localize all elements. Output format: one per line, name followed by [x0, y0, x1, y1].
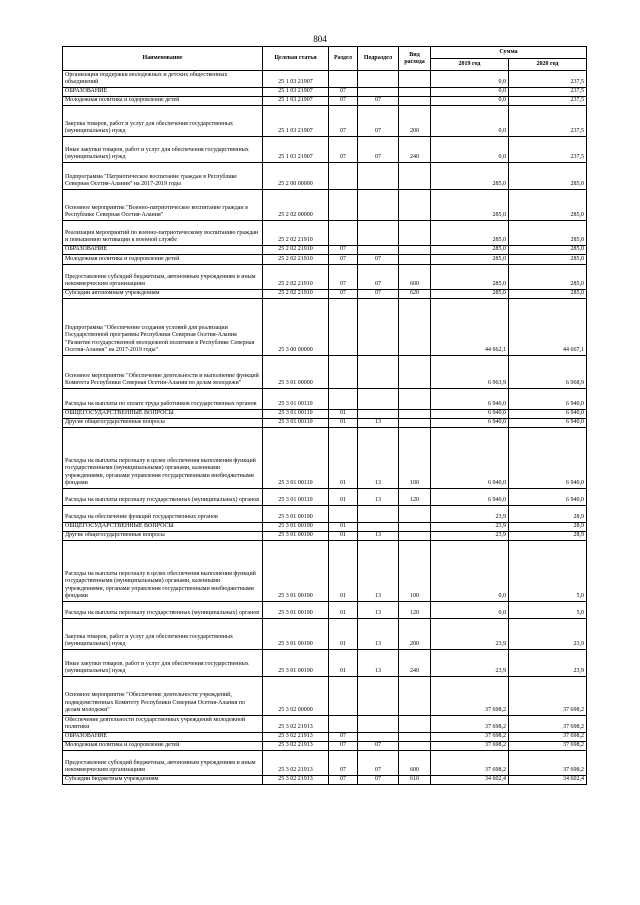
cell-sum-2019: 23,9: [431, 619, 509, 650]
cell-section: [329, 71, 358, 88]
cell-subsection: [358, 221, 399, 246]
cell-expense-type: 120: [399, 489, 431, 506]
table-row: [63, 776, 587, 785]
cell-name: Другие общегосударственные вопросы: [63, 419, 263, 428]
cell-sum-2020: 37 698,2: [509, 733, 587, 742]
cell-name: Иные закупки товаров, работ и услуг для обеспечения государственных (муниципальных) нужд: [63, 650, 263, 677]
cell-target: 25 2 02 21910: [263, 255, 329, 265]
cell-expense-type: [399, 506, 431, 523]
cell-name: Обеспечение деятельности государственных учреждений молодежной политики: [63, 716, 263, 733]
cell-expense-type: [399, 246, 431, 255]
cell-sum-2020: 37 698,2: [509, 751, 587, 776]
cell-sum-2019: 0,0: [431, 541, 509, 602]
table-row: [63, 619, 587, 650]
table-row: [63, 97, 587, 106]
cell-expense-type: [399, 716, 431, 733]
cell-section: [329, 163, 358, 190]
header-name: Наименование: [63, 47, 263, 71]
cell-sum-2020: 237,5: [509, 97, 587, 106]
cell-name: Молодежная политика и оздоровление детей: [63, 97, 263, 106]
cell-subsection: 13: [358, 619, 399, 650]
cell-sum-2020: 6 940,0: [509, 489, 587, 506]
cell-name: Подпрограмма "Патриотическое воспитание граждан в Республике Северная Осетия-Алания" на 2017-2019 годы: [63, 163, 263, 190]
cell-expense-type: 240: [399, 650, 431, 677]
cell-expense-type: 620: [399, 290, 431, 299]
cell-section: 07: [329, 106, 358, 137]
cell-section: [329, 190, 358, 221]
cell-name: Предоставление субсидий бюджетным, автономным учреждениям и иным некоммерческим организациям: [63, 265, 263, 290]
cell-subsection: 13: [358, 419, 399, 428]
cell-subsection: 07: [358, 106, 399, 137]
cell-sum-2020: 37 698,2: [509, 742, 587, 751]
table-row: [63, 137, 587, 163]
cell-sum-2019: 285,0: [431, 221, 509, 246]
header-section: Раздел: [329, 47, 358, 71]
cell-expense-type: [399, 255, 431, 265]
cell-sum-2020: 237,5: [509, 88, 587, 97]
cell-sum-2020: 285,0: [509, 255, 587, 265]
cell-section: 07: [329, 776, 358, 785]
cell-section: 07: [329, 88, 358, 97]
cell-target: 25 1 03 21907: [263, 106, 329, 137]
header-year-2019: 2019 год: [431, 59, 509, 71]
cell-subsection: 07: [358, 751, 399, 776]
cell-sum-2019: 285,0: [431, 190, 509, 221]
cell-sum-2019: 6 940,0: [431, 428, 509, 489]
cell-name: ОБРАЗОВАНИЕ: [63, 88, 263, 97]
cell-sum-2019: 37 698,2: [431, 716, 509, 733]
cell-name: ОБРАЗОВАНИЕ: [63, 246, 263, 255]
cell-subsection: [358, 246, 399, 255]
cell-target: 25 3 01 00110: [263, 389, 329, 410]
cell-subsection: 13: [358, 650, 399, 677]
cell-name: Основное мероприятие "Обеспечение деятельности и выполнение функций Комитета Республики Северная Осетия-Алания по делам молодежи": [63, 356, 263, 389]
table-row: [63, 742, 587, 751]
cell-sum-2019: 0,0: [431, 71, 509, 88]
cell-expense-type: [399, 389, 431, 410]
cell-subsection: 07: [358, 265, 399, 290]
cell-target: 25 3 02 21913: [263, 751, 329, 776]
cell-section: 01: [329, 428, 358, 489]
table-row: [63, 677, 587, 716]
cell-name: Основное мероприятие "Военно-патриотическое воспитание граждан в Республике Северная Осетия-Алания": [63, 190, 263, 221]
cell-sum-2019: 6 940,0: [431, 419, 509, 428]
cell-name: Молодежная политика и оздоровление детей: [63, 742, 263, 751]
cell-subsection: 07: [358, 290, 399, 299]
cell-target: 25 3 01 00190: [263, 541, 329, 602]
cell-section: 07: [329, 265, 358, 290]
cell-subsection: [358, 389, 399, 410]
cell-sum-2019: 23,9: [431, 506, 509, 523]
table-body: [63, 71, 587, 785]
cell-subsection: [358, 677, 399, 716]
cell-expense-type: [399, 71, 431, 88]
cell-sum-2020: 23,9: [509, 650, 587, 677]
cell-subsection: 13: [358, 489, 399, 506]
table-row: [63, 523, 587, 532]
cell-sum-2020: 5,0: [509, 602, 587, 619]
cell-target: 25 2 02 00000: [263, 190, 329, 221]
cell-expense-type: [399, 532, 431, 541]
cell-expense-type: [399, 742, 431, 751]
cell-expense-type: [399, 356, 431, 389]
cell-sum-2019: 285,0: [431, 246, 509, 255]
cell-expense-type: 600: [399, 751, 431, 776]
table-row: [63, 71, 587, 88]
header-target: Целевая статья: [263, 47, 329, 71]
cell-target: 25 3 01 00190: [263, 523, 329, 532]
cell-target: 25 1 03 21907: [263, 97, 329, 106]
cell-target: 25 3 01 00190: [263, 650, 329, 677]
cell-name: Основное мероприятие "Обеспечение деятельности учреждений, подведомственных Комитету Республики Северная Осетия-Алания по делам молодежи": [63, 677, 263, 716]
cell-expense-type: [399, 677, 431, 716]
cell-sum-2020: 285,0: [509, 190, 587, 221]
cell-sum-2019: 0,0: [431, 88, 509, 97]
cell-name: Подпрограмма "Обеспечение создания условий для реализации Государственной программы Республики Северная Осетия-Алания "Развитие государственной молодежной политики в Республике Северная Осетия-Алания" на 2017-2019 годы": [63, 299, 263, 356]
cell-expense-type: 120: [399, 602, 431, 619]
cell-name: Расходы на выплаты по оплате труда работников государственных органов: [63, 389, 263, 410]
cell-sum-2020: 5,0: [509, 541, 587, 602]
cell-expense-type: [399, 299, 431, 356]
cell-target: 25 3 02 21913: [263, 742, 329, 751]
cell-target: 25 3 01 00110: [263, 489, 329, 506]
cell-target: 25 3 01 00110: [263, 410, 329, 419]
cell-subsection: [358, 356, 399, 389]
cell-subsection: [358, 733, 399, 742]
cell-section: 07: [329, 137, 358, 163]
cell-target: 25 2 02 21910: [263, 265, 329, 290]
cell-sum-2019: 0,0: [431, 106, 509, 137]
table-row: [63, 88, 587, 97]
cell-sum-2020: 285,0: [509, 163, 587, 190]
cell-section: 01: [329, 410, 358, 419]
cell-subsection: 07: [358, 255, 399, 265]
cell-name: Предоставление субсидий бюджетным, автономным учреждениям и иным некоммерческим организациям: [63, 751, 263, 776]
cell-sum-2020: 44 667,1: [509, 299, 587, 356]
cell-subsection: [358, 410, 399, 419]
cell-sum-2019: 6 940,0: [431, 410, 509, 419]
cell-expense-type: 610: [399, 776, 431, 785]
cell-subsection: [358, 299, 399, 356]
table-row: [63, 506, 587, 523]
table-row: [63, 489, 587, 506]
cell-sum-2019: 6 940,0: [431, 489, 509, 506]
header-year-2020: 2020 год: [509, 59, 587, 71]
cell-target: 25 2 02 21910: [263, 221, 329, 246]
cell-expense-type: [399, 733, 431, 742]
cell-target: 25 3 02 21913: [263, 716, 329, 733]
cell-sum-2020: 37 698,2: [509, 677, 587, 716]
table-row: [63, 190, 587, 221]
cell-subsection: 13: [358, 541, 399, 602]
cell-sum-2019: 0,0: [431, 97, 509, 106]
cell-sum-2019: 285,0: [431, 255, 509, 265]
cell-name: Реализация мероприятий по военно-патриотическому воспитанию граждан и повышению мотивации к военной службе: [63, 221, 263, 246]
cell-target: 25 3 00 00000: [263, 299, 329, 356]
cell-subsection: 07: [358, 742, 399, 751]
cell-expense-type: 200: [399, 106, 431, 137]
cell-section: 07: [329, 97, 358, 106]
cell-sum-2020: 34 602,4: [509, 776, 587, 785]
table-row: [63, 650, 587, 677]
cell-sum-2019: 37 698,2: [431, 751, 509, 776]
cell-sum-2019: 37 698,2: [431, 677, 509, 716]
table-row: [63, 532, 587, 541]
cell-section: [329, 389, 358, 410]
table-row: [63, 290, 587, 299]
cell-expense-type: [399, 410, 431, 419]
cell-sum-2019: 285,0: [431, 290, 509, 299]
header-sum: Сумма: [431, 47, 587, 59]
cell-target: 25 2 00 00000: [263, 163, 329, 190]
cell-subsection: [358, 190, 399, 221]
table-row: [63, 751, 587, 776]
cell-subsection: [358, 88, 399, 97]
cell-target: 25 3 02 21913: [263, 776, 329, 785]
cell-sum-2020: 285,0: [509, 246, 587, 255]
cell-section: 01: [329, 419, 358, 428]
cell-sum-2020: 6 940,0: [509, 419, 587, 428]
cell-target: 25 3 01 00110: [263, 428, 329, 489]
cell-section: [329, 221, 358, 246]
cell-expense-type: 100: [399, 541, 431, 602]
cell-expense-type: 200: [399, 619, 431, 650]
cell-target: 25 3 02 21913: [263, 733, 329, 742]
table-row: [63, 428, 587, 489]
cell-sum-2019: 0,0: [431, 137, 509, 163]
cell-subsection: [358, 523, 399, 532]
cell-target: 25 3 01 00190: [263, 506, 329, 523]
cell-name: Расходы на выплаты персоналу государственных (муниципальных) органов: [63, 489, 263, 506]
cell-name: ОБЩЕГОСУДАРСТВЕННЫЕ ВОПРОСЫ: [63, 410, 263, 419]
cell-name: Расходы на выплаты персоналу в целях обеспечения выполнения функций государственными (муниципальными) органами, казенными учреждениями, органами управления государственными внебюджетными фондами: [63, 428, 263, 489]
table-row: [63, 255, 587, 265]
cell-target: 25 1 03 21907: [263, 71, 329, 88]
cell-subsection: [358, 71, 399, 88]
cell-sum-2020: 37 698,2: [509, 716, 587, 733]
cell-sum-2019: 44 662,1: [431, 299, 509, 356]
cell-target: 25 3 02 00000: [263, 677, 329, 716]
cell-section: 07: [329, 751, 358, 776]
cell-sum-2020: 285,0: [509, 221, 587, 246]
table-header-row: [63, 47, 587, 59]
cell-subsection: [358, 506, 399, 523]
cell-expense-type: [399, 190, 431, 221]
cell-sum-2020: 28,9: [509, 523, 587, 532]
table-row: [63, 299, 587, 356]
cell-target: 25 3 01 00190: [263, 619, 329, 650]
cell-name: ОБЩЕГОСУДАРСТВЕННЫЕ ВОПРОСЫ: [63, 523, 263, 532]
cell-sum-2020: 28,9: [509, 532, 587, 541]
cell-sum-2020: 6 940,0: [509, 389, 587, 410]
page-number: 804: [313, 34, 327, 44]
cell-sum-2019: 23,9: [431, 650, 509, 677]
cell-sum-2019: 285,0: [431, 163, 509, 190]
cell-expense-type: 600: [399, 265, 431, 290]
budget-table: [62, 46, 587, 785]
table-row: [63, 265, 587, 290]
cell-sum-2020: 285,0: [509, 290, 587, 299]
cell-section: [329, 299, 358, 356]
cell-sum-2020: 237,5: [509, 106, 587, 137]
cell-section: 07: [329, 290, 358, 299]
cell-target: 25 3 01 00110: [263, 419, 329, 428]
cell-section: 07: [329, 246, 358, 255]
cell-name: Иные закупки товаров, работ и услуг для обеспечения государственных (муниципальных) нужд: [63, 137, 263, 163]
header-expense-type: Вид расхода: [399, 47, 431, 71]
cell-name: Субсидии автономным учреждениям: [63, 290, 263, 299]
cell-name: Закупка товаров, работ и услуг для обеспечения государственных (муниципальных) нужд: [63, 619, 263, 650]
cell-section: 07: [329, 742, 358, 751]
cell-name: Субсидии бюджетным учреждениям: [63, 776, 263, 785]
cell-sum-2020: 23,9: [509, 619, 587, 650]
cell-name: Другие общегосударственные вопросы: [63, 532, 263, 541]
table-row: [63, 410, 587, 419]
cell-expense-type: [399, 523, 431, 532]
cell-expense-type: [399, 163, 431, 190]
cell-expense-type: 240: [399, 137, 431, 163]
cell-section: 01: [329, 541, 358, 602]
cell-expense-type: [399, 419, 431, 428]
table-row: [63, 716, 587, 733]
table-row: [63, 356, 587, 389]
table-row: [63, 602, 587, 619]
cell-target: 25 3 01 00190: [263, 602, 329, 619]
cell-name: Организация поддержки молодежных и детских общественных объединений: [63, 71, 263, 88]
table-row: [63, 106, 587, 137]
cell-name: ОБРАЗОВАНИЕ: [63, 733, 263, 742]
cell-subsection: 13: [358, 428, 399, 489]
cell-section: 01: [329, 532, 358, 541]
cell-sum-2019: 37 698,2: [431, 742, 509, 751]
table-row: [63, 389, 587, 410]
table-row: [63, 541, 587, 602]
cell-name: Расходы на выплаты персоналу в целях обеспечения выполнения функций государственными (муниципальными) органами, казенными учреждениями, органами управления государственными внебюджетными фондами: [63, 541, 263, 602]
cell-sum-2019: 23,9: [431, 532, 509, 541]
cell-subsection: 13: [358, 532, 399, 541]
cell-section: 01: [329, 650, 358, 677]
cell-subsection: [358, 716, 399, 733]
cell-subsection: [358, 163, 399, 190]
cell-sum-2019: 34 602,4: [431, 776, 509, 785]
cell-name: Закупка товаров, работ и услуг для обеспечения государственных (муниципальных) нужд: [63, 106, 263, 137]
cell-target: 25 2 02 21910: [263, 246, 329, 255]
cell-sum-2019: 37 698,2: [431, 733, 509, 742]
cell-sum-2019: 285,0: [431, 265, 509, 290]
cell-sum-2020: 237,5: [509, 71, 587, 88]
cell-sum-2019: 6 940,0: [431, 389, 509, 410]
cell-sum-2019: 6 963,9: [431, 356, 509, 389]
table-row: [63, 246, 587, 255]
table-row: [63, 163, 587, 190]
cell-section: 01: [329, 489, 358, 506]
cell-sum-2020: 28,9: [509, 506, 587, 523]
table-row: [63, 419, 587, 428]
cell-expense-type: [399, 221, 431, 246]
cell-section: [329, 716, 358, 733]
cell-section: 01: [329, 523, 358, 532]
cell-section: 01: [329, 619, 358, 650]
cell-target: 25 1 03 21907: [263, 137, 329, 163]
cell-section: 07: [329, 733, 358, 742]
cell-name: Молодежная политика и оздоровление детей: [63, 255, 263, 265]
cell-name: Расходы на обеспечение функций государственных органов: [63, 506, 263, 523]
cell-expense-type: [399, 88, 431, 97]
cell-name: Расходы на выплаты персоналу государственных (муниципальных) органов: [63, 602, 263, 619]
cell-sum-2020: 237,5: [509, 137, 587, 163]
cell-section: [329, 677, 358, 716]
header-subsection: Подраздел: [358, 47, 399, 71]
cell-sum-2020: 6 940,0: [509, 410, 587, 419]
cell-target: 25 2 02 21910: [263, 290, 329, 299]
cell-target: 25 1 03 21907: [263, 88, 329, 97]
table-row: [63, 221, 587, 246]
cell-target: 25 3 01 00000: [263, 356, 329, 389]
cell-subsection: 07: [358, 137, 399, 163]
cell-section: [329, 506, 358, 523]
cell-expense-type: 100: [399, 428, 431, 489]
cell-expense-type: [399, 97, 431, 106]
cell-subsection: 07: [358, 776, 399, 785]
cell-subsection: 13: [358, 602, 399, 619]
cell-sum-2019: 23,9: [431, 523, 509, 532]
cell-section: 07: [329, 255, 358, 265]
cell-section: 01: [329, 602, 358, 619]
cell-section: [329, 356, 358, 389]
cell-subsection: 07: [358, 97, 399, 106]
cell-sum-2020: 285,0: [509, 265, 587, 290]
cell-sum-2020: 6 940,0: [509, 428, 587, 489]
cell-sum-2019: 0,0: [431, 602, 509, 619]
cell-sum-2020: 6 968,9: [509, 356, 587, 389]
table-row: [63, 733, 587, 742]
cell-target: 25 3 01 00190: [263, 532, 329, 541]
